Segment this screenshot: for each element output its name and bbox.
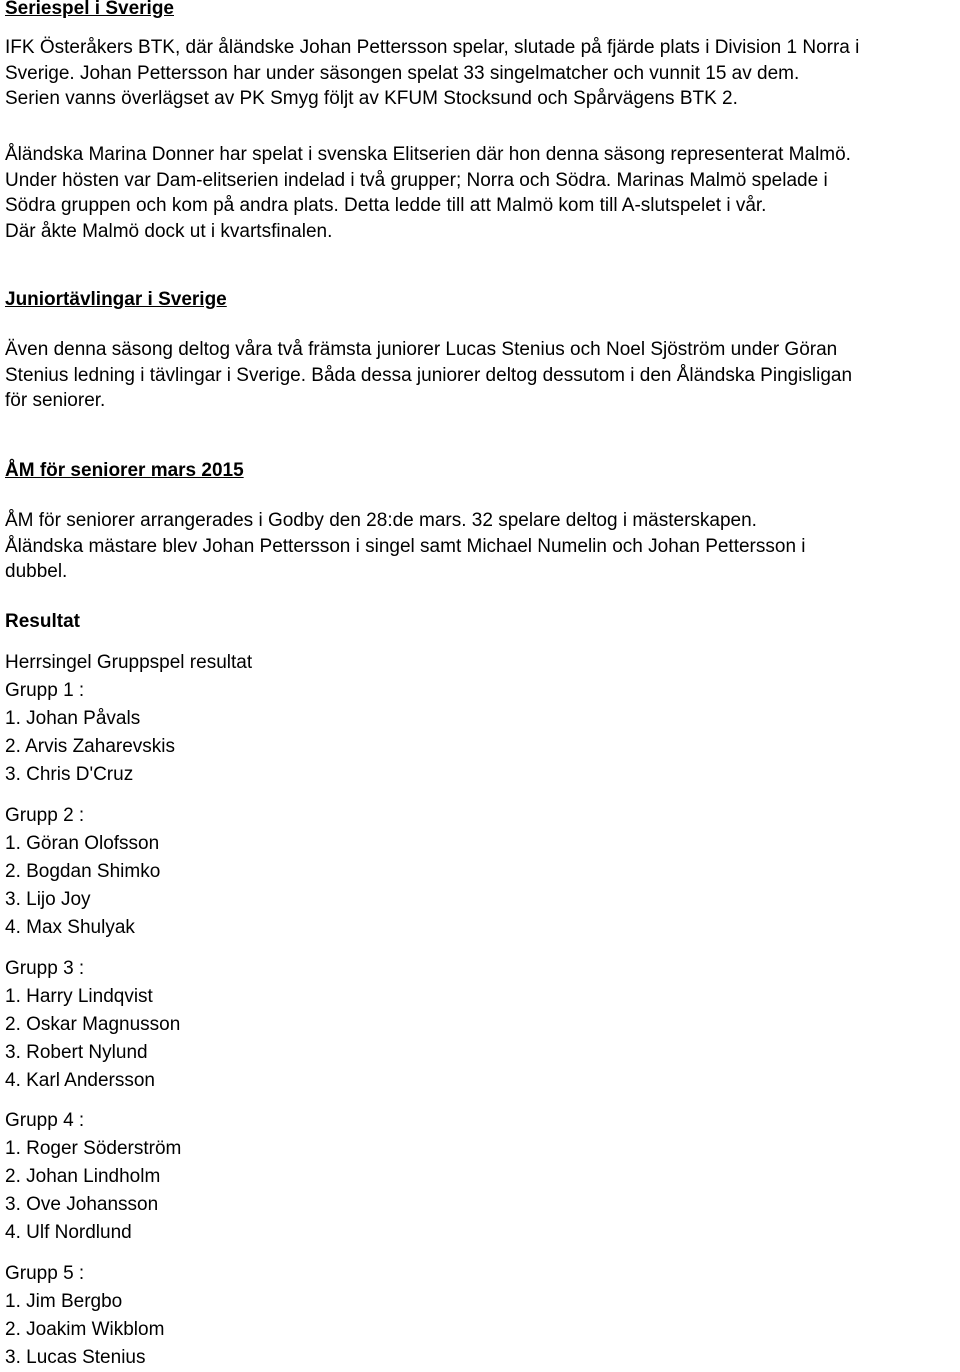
text-line: Även denna säsong deltog våra två främsta juniorer Lucas Stenius och Noel Sjöström under Göran bbox=[5, 339, 838, 360]
section-heading: Juniortävlingar i Sverige bbox=[5, 289, 227, 310]
text-line: IFK Österåkers BTK, där åländske Johan Pettersson spelar, slutade på fjärde plats i Division 1 Norra i bbox=[5, 37, 860, 58]
text-line: Åländska Marina Donner har spelat i svenska Elitserien där hon denna säsong representerat Malmö. bbox=[5, 144, 851, 165]
section-juniortavlingar bbox=[5, 287, 227, 313]
paragraph bbox=[5, 142, 851, 244]
group-3 bbox=[5, 955, 180, 1095]
text-line: dubbel. bbox=[5, 561, 68, 582]
section-heading: ÅM för seniorer mars 2015 bbox=[5, 460, 244, 481]
group-title: Grupp 5 : bbox=[5, 1263, 85, 1284]
list-item: 3. Robert Nylund bbox=[5, 1042, 148, 1063]
list-item: 2. Johan Lindholm bbox=[5, 1166, 161, 1187]
group-4 bbox=[5, 1107, 181, 1247]
list-item: 3. Ove Johansson bbox=[5, 1194, 159, 1215]
list-item: 2. Bogdan Shimko bbox=[5, 861, 161, 882]
paragraph bbox=[5, 337, 852, 414]
text-line: Serien vanns överlägset av PK Smyg följt av KFUM Stocksund och Spårvägens BTK 2. bbox=[5, 88, 738, 109]
list-item: 3. Lijo Joy bbox=[5, 889, 91, 910]
text-line: Där åkte Malmö dock ut i kvartsfinalen. bbox=[5, 220, 333, 242]
text-line: Åländska mästare blev Johan Pettersson i singel samt Michael Numelin och Johan Pettersson i bbox=[5, 535, 806, 557]
list-item: 4. Karl Andersson bbox=[5, 1070, 155, 1091]
text-line: ÅM för seniorer arrangerades i Godby den 28:de mars. 32 spelare deltog i mästerskapen. bbox=[5, 510, 757, 531]
group-title: Grupp 2 : bbox=[5, 805, 85, 826]
list-item: 1. Göran Olofsson bbox=[5, 833, 160, 854]
list-item: 3. Chris D'Cruz bbox=[5, 764, 134, 785]
results-subheading-wrap bbox=[5, 649, 252, 677]
list-item: 4. Ulf Nordlund bbox=[5, 1222, 132, 1243]
results-heading: Resultat bbox=[5, 611, 80, 632]
list-item: 2. Oskar Magnusson bbox=[5, 1014, 181, 1035]
list-item: 1. Roger Söderström bbox=[5, 1138, 182, 1159]
section-heading: Seriespel i Sverige bbox=[5, 0, 174, 19]
paragraph bbox=[5, 35, 859, 112]
list-item: 2. Arvis Zaharevskis bbox=[5, 736, 175, 757]
text-line: Sverige. Johan Pettersson har under säsongen spelat 33 singelmatcher och vunnit 15 av dem. bbox=[5, 62, 800, 84]
results-subheading: Herrsingel Gruppspel resultat bbox=[5, 652, 253, 673]
list-item: 1. Harry Lindqvist bbox=[5, 986, 153, 1007]
group-5 bbox=[5, 1260, 164, 1372]
text-line: Under hösten var Dam-elitserien indelad i två grupper; Norra och Södra. Marinas Malmö spelade i bbox=[5, 169, 828, 191]
paragraph bbox=[5, 508, 806, 585]
group-2 bbox=[5, 802, 160, 942]
list-item: 1. Johan Påvals bbox=[5, 708, 141, 729]
list-item: 4. Max Shulyak bbox=[5, 917, 135, 938]
group-title: Grupp 1 : bbox=[5, 680, 85, 701]
list-item: 3. Lucas Stenius bbox=[5, 1347, 146, 1368]
list-item: 2. Joakim Wikblom bbox=[5, 1319, 165, 1340]
section-am-seniorer bbox=[5, 458, 244, 484]
group-title: Grupp 3 : bbox=[5, 958, 85, 979]
group-1 bbox=[5, 677, 175, 789]
results-section bbox=[5, 609, 80, 635]
text-line: Södra gruppen och kom på andra plats. Detta ledde till att Malmö kom till A-slutspelet i vår. bbox=[5, 195, 767, 216]
section-seriespel bbox=[5, 0, 174, 22]
text-line: för seniorer. bbox=[5, 390, 106, 411]
text-line: Stenius ledning i tävlingar i Sverige. Båda dessa juniorer deltog dessutom i den Åländska Pingisligan bbox=[5, 364, 853, 386]
group-title: Grupp 4 : bbox=[5, 1110, 85, 1131]
list-item: 1. Jim Bergbo bbox=[5, 1291, 123, 1312]
